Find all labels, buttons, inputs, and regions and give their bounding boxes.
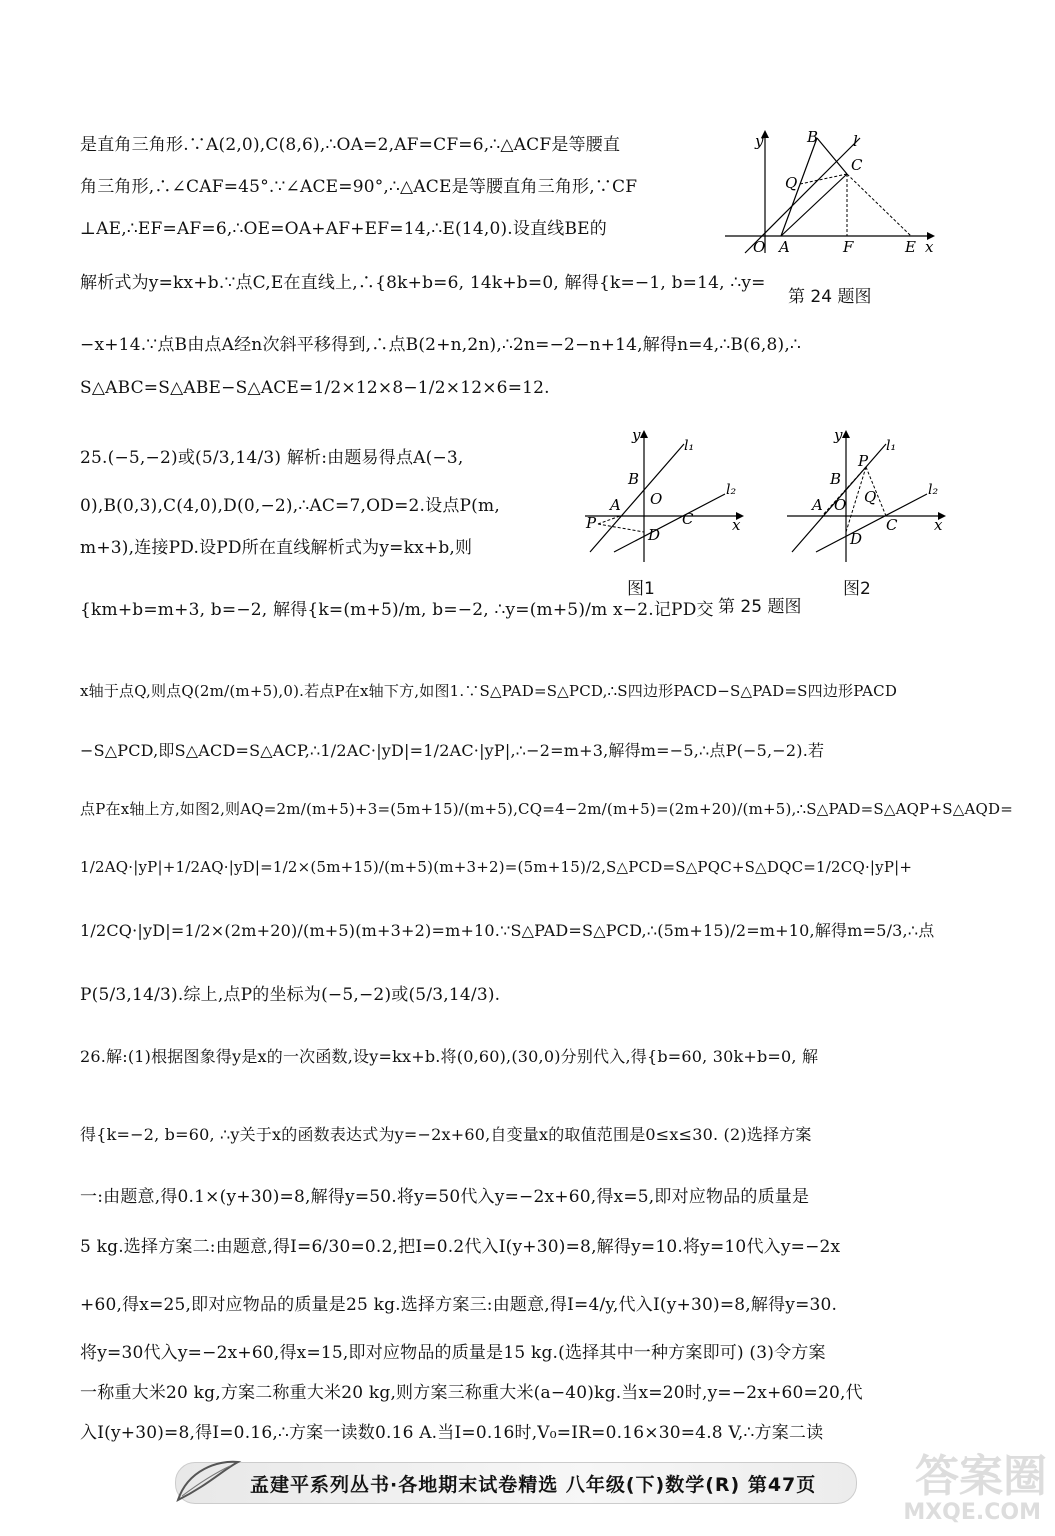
text-line: 25.(−5,−2)或(5/3,14/3) 解析:由题易得点A(−3,	[80, 448, 464, 468]
text-line: 1/2CQ·|yD|=1/2×(2m+20)/(m+5)(m+3+2)=m+10.∵S△PAD=S△PCD,∴(5m+15)/2=m+10,解得m=5/3,∴点	[80, 921, 935, 940]
fig25b-label: A	[812, 496, 823, 514]
text-line: +60,得x=25,即对应物品的质量是25 kg.选择方案三:由题意,得I=4/y,代入I(y+30)=8,解得y=30.	[80, 1295, 838, 1315]
text-line: 5 kg.选择方案二:由题意,得I=6/30=0.2,把I=0.2代入I(y+30)=8,解得y=10.将y=10代入y=−2x	[80, 1237, 841, 1257]
text-line: 是直角三角形.∵A(2,0),C(8,6),∴OA=2,AF=CF=6,∴△ACF是等腰直	[80, 135, 621, 155]
fig24-label: F	[843, 238, 854, 256]
fig25a-label: B	[628, 470, 640, 488]
figure-24	[725, 128, 945, 258]
text-line: x轴于点Q,则点Q(2m/(m+5),0).若点P在x轴下方,如图1.∵S△PAD=S△PCD,∴S四边形PACD−S△PAD=S四边形PACD	[80, 682, 898, 700]
text-line: −x+14.∵点B由点A经n次斜平移得到,∴点B(2+n,2n),∴2n=−2−n+14,解得n=4,∴B(6,8),∴	[80, 335, 801, 355]
text-line: 入I(y+30)=8,得I=0.16,∴方案一读数0.16 A.当I=0.16时,V₀=IR=0.16×30=4.8 V,∴方案二读	[80, 1423, 824, 1443]
text-line: P(5/3,14/3).综上,点P的坐标为(−5,−2)或(5/3,14/3).	[80, 985, 501, 1005]
figure-25-1-label: 图1	[627, 579, 655, 599]
fig25b-label: Q	[864, 488, 877, 506]
figure-25-2	[782, 422, 952, 572]
figure-24-caption: 第 24 题图	[788, 287, 872, 307]
fig25a-label: y	[632, 426, 641, 444]
fig25b-label: D	[850, 530, 863, 548]
fig24-label: E	[905, 238, 916, 256]
fig25b-label: y	[834, 426, 843, 444]
figure-25-1	[580, 422, 750, 572]
figure-25-caption: 第 25 题图	[718, 597, 802, 617]
text-line: 1/2AQ·|yP|+1/2AQ·|yD|=1/2×(5m+15)/(m+5)(m+3+2)=(5m+15)/2,S△PCD=S△PQC+S△DQC=1/2CQ·|yP|+	[80, 858, 913, 876]
text-line: {km+b=m+3, b=−2, 解得{k=(m+5)/m, b=−2, ∴y=(m+5)/m x−2.记PD交	[80, 600, 714, 620]
fig25a-label: D	[648, 526, 661, 544]
fig25b-label: l₂	[928, 482, 939, 498]
fig24-label: A	[779, 238, 790, 256]
text-line: 角三角形,∴∠CAF=45°.∵∠ACE=90°,∴△ACE是等腰直角三角形,∵CF	[80, 177, 638, 197]
fig25b-label: P	[858, 452, 869, 470]
fig25a-label: O	[650, 490, 663, 508]
fig25b-label: x	[934, 516, 943, 534]
watermark-url: MXQE.COM	[903, 1500, 1041, 1525]
text-line: 将y=30代入y=−2x+60,得x=15,即对应物品的质量是15 kg.(选择其中一种方案即可) (3)令方案	[80, 1343, 826, 1363]
fig25b-label: l₁	[886, 438, 897, 454]
text-line: 解析式为y=kx+b.∵点C,E在直线上,∴{8k+b=6, 14k+b=0, 解得{k=−1, b=14, ∴y=	[80, 273, 766, 293]
text-line: m+3),连接PD.设PD所在直线解析式为y=kx+b,则	[80, 538, 473, 558]
leaf-icon	[168, 1450, 248, 1510]
fig24-label: B	[807, 128, 819, 146]
fig24-label: l	[853, 132, 858, 150]
fig24-label: O	[753, 238, 766, 256]
fig24-label: Q	[785, 174, 798, 192]
figure-25-2-label: 图2	[843, 579, 871, 599]
watermark-logo: 答案圈	[915, 1451, 1047, 1502]
text-line: 得{k=−2, b=60, ∴y关于x的函数表达式为y=−2x+60,自变量x的取值范围是0≤x≤30. (2)选择方案	[80, 1125, 812, 1144]
fig24-label: x	[925, 238, 934, 256]
text-line: 0),B(0,3),C(4,0),D(0,−2),∴AC=7,OD=2.设点P(m,	[80, 496, 500, 516]
fig25a-label: A	[610, 496, 621, 514]
fig25b-label: O	[834, 496, 847, 514]
fig25a-label: x	[732, 516, 741, 534]
fig25b-label: B	[830, 470, 842, 488]
text-line: 26.解:(1)根据图象得y是x的一次函数,设y=kx+b.将(0,60),(30,0)分别代入,得{b=60, 30k+b=0, 解	[80, 1047, 819, 1066]
text-line: −S△PCD,即S△ACD=S△ACP,∴1/2AC·|yD|=1/2AC·|yP|,∴−2=m+3,解得m=−5,∴点P(−5,−2).若	[80, 741, 825, 760]
fig25a-label: C	[682, 510, 694, 528]
fig25a-label: l₁	[684, 438, 695, 454]
text-line: 一:由题意,得0.1×(y+30)=8,解得y=50.将y=50代入y=−2x+60,得x=5,即对应物品的质量是	[80, 1187, 810, 1207]
fig25a-label: P	[586, 514, 597, 532]
fig25a-label: l₂	[726, 482, 737, 498]
text-line: 一称重大米20 kg,方案二称重大米20 kg,则方案三称重大米(a−40)kg.当x=20时,y=−2x+60=20,代	[80, 1383, 863, 1403]
text-line: ⊥AE,∴EF=AF=6,∴OE=OA+AF+EF=14,∴E(14,0).设直线BE的	[80, 219, 607, 239]
fig24-label: C	[851, 156, 863, 174]
fig25b-label: C	[886, 516, 898, 534]
footer-title: 孟建平系列丛书·各地期末试卷精选 八年级(下)数学(R) 第47页	[250, 1474, 817, 1496]
text-line: 点P在x轴上方,如图2,则AQ=2m/(m+5)+3=(5m+15)/(m+5),CQ=4−2m/(m+5)=(2m+20)/(m+5),∴S△PAD=S△AQP+S△AQD=	[80, 800, 1013, 818]
text-line: S△ABC=S△ABE−S△ACE=1/2×12×8−1/2×12×6=12.	[80, 378, 550, 398]
fig24-label: y	[755, 132, 764, 150]
